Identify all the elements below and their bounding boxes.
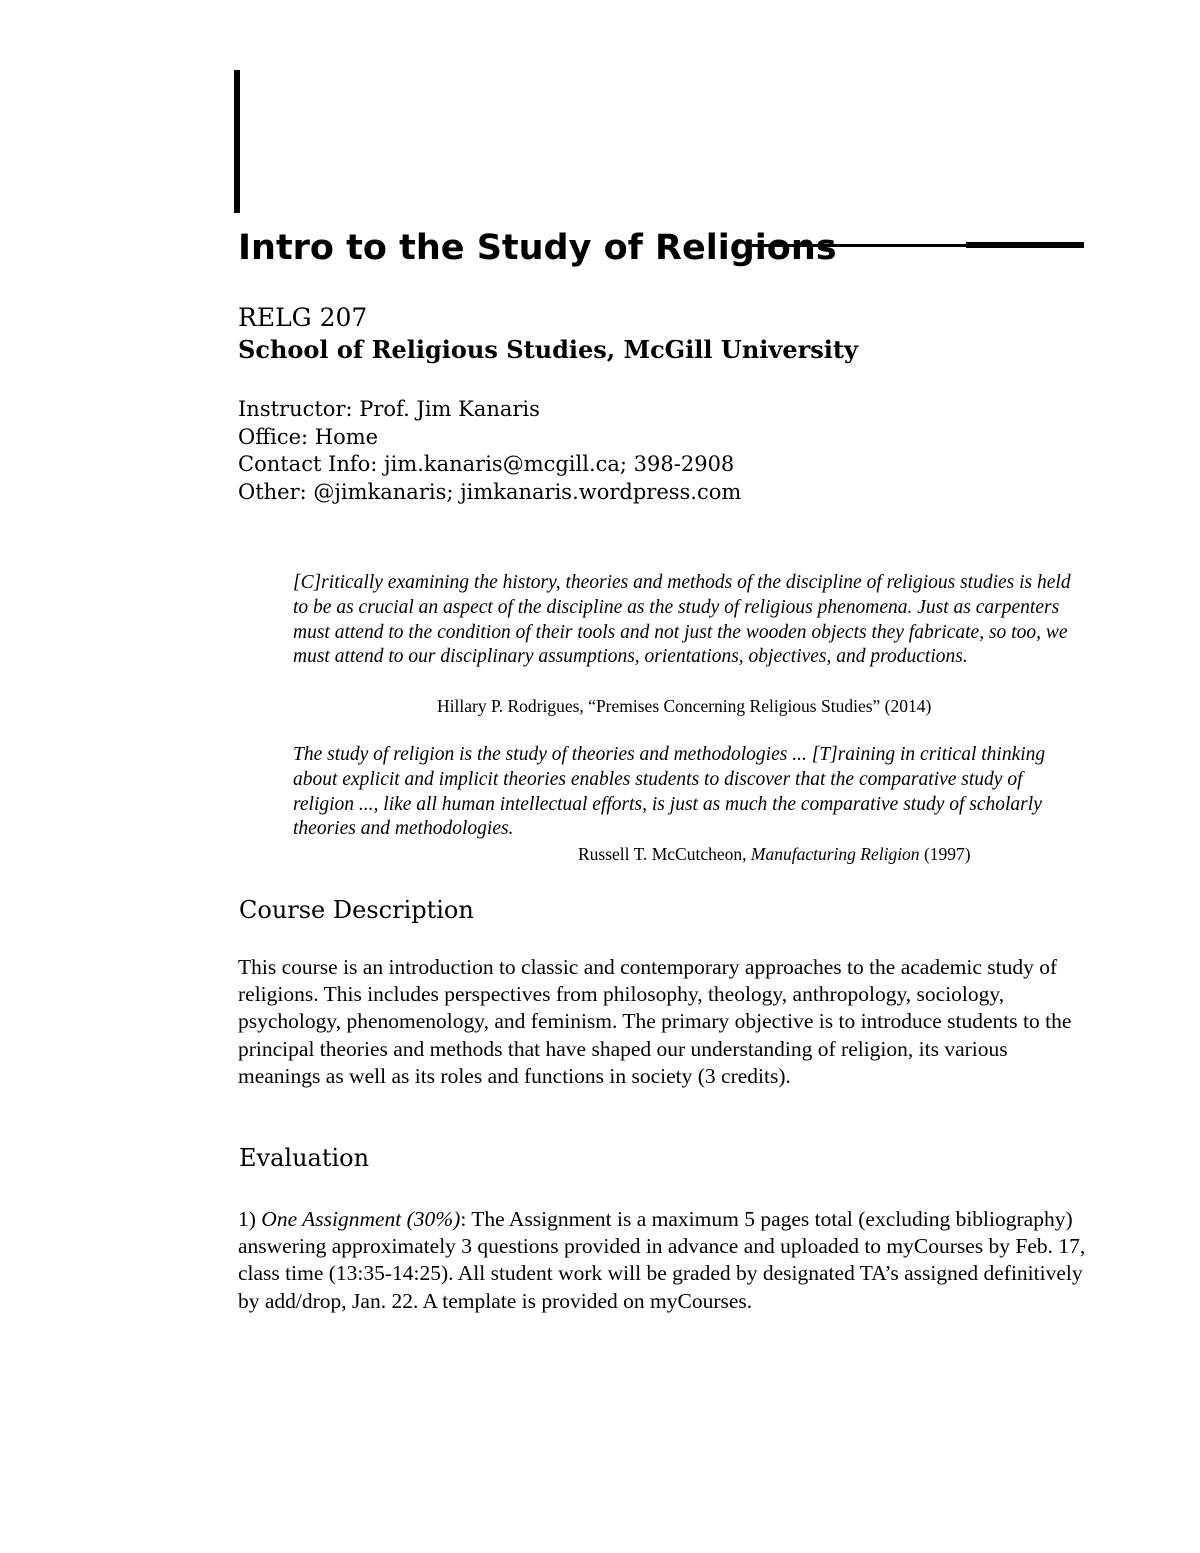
margin-bar xyxy=(234,70,240,213)
section-heading-evaluation: Evaluation xyxy=(239,1144,370,1172)
attribution-work-title: Manufacturing Religion xyxy=(750,844,920,864)
course-code: RELG 207 xyxy=(238,303,368,332)
item-text: : The Assignment is a maximum 5 pages total (excluding bibliography) answering approximately 3 questions provided in advance and uploaded to myCourses by Feb. 17, class time (13:35-14:25). All student work will be graded by designated TA’s assigned definitively by add/drop, Jan. 22. A template is provided on myCourses. xyxy=(238,1207,1086,1313)
instructor-line: Instructor: Prof. Jim Kanaris xyxy=(238,397,540,421)
contact-info-line: Contact Info: jim.kanaris@mcgill.ca; 398-2908 xyxy=(238,452,735,476)
attribution-year: (1997) xyxy=(919,844,971,864)
epigraph-quote: The study of religion is the study of theories and methodologies ... [T]raining in critical thinking about explicit and implicit theories enables students to discover that the comparative study of religion ..., like all human intellectual efforts, is just as much the comparative study of scholarly theories and methodologies. xyxy=(293,744,1046,840)
office-line: Office: Home xyxy=(238,424,379,449)
page-title: Intro to the Study of Religions xyxy=(238,228,837,268)
school-name: School of Religious Studies, McGill University xyxy=(238,335,858,364)
quote-attribution xyxy=(578,843,971,865)
evaluation-item xyxy=(238,1206,1088,1315)
item-label: One Assignment (30%) xyxy=(261,1207,461,1231)
attribution-author: Russell T. McCutcheon, xyxy=(578,844,751,864)
other-line: Other: @jimkanaris; jimkanaris.wordpress.com xyxy=(238,479,742,504)
quote-attribution: Hillary P. Rodrigues, “Premises Concerning Religious Studies” (2014) xyxy=(437,696,932,716)
section-heading-course-description: Course Description xyxy=(239,896,474,924)
contact-block xyxy=(238,396,741,506)
item-number: 1) xyxy=(238,1207,262,1231)
title-rule-accent xyxy=(966,242,1084,248)
epigraph-quote: [C]ritically examining the history, theories and methods of the discipline of religious studies is held to be as crucial an aspect of the discipline as the study of religious phenomena. Just as carpenters must attend to the condition of their tools and not just the wooden objects they fabricate, so too, we must attend to our disciplinary assumptions, orientations, objectives, and productions. xyxy=(293,572,1071,668)
course-description-text: This course is an introduction to classic and contemporary approaches to the academic study of religions. This includes perspectives from philosophy, theology, anthropology, sociology, psychology, phenomenology, and feminism. The primary objective is to introduce students to the principal theories and methods that have shaped our understanding of religion, its various meanings as well as its roles and functions in society (3 credits). xyxy=(238,955,1072,1088)
